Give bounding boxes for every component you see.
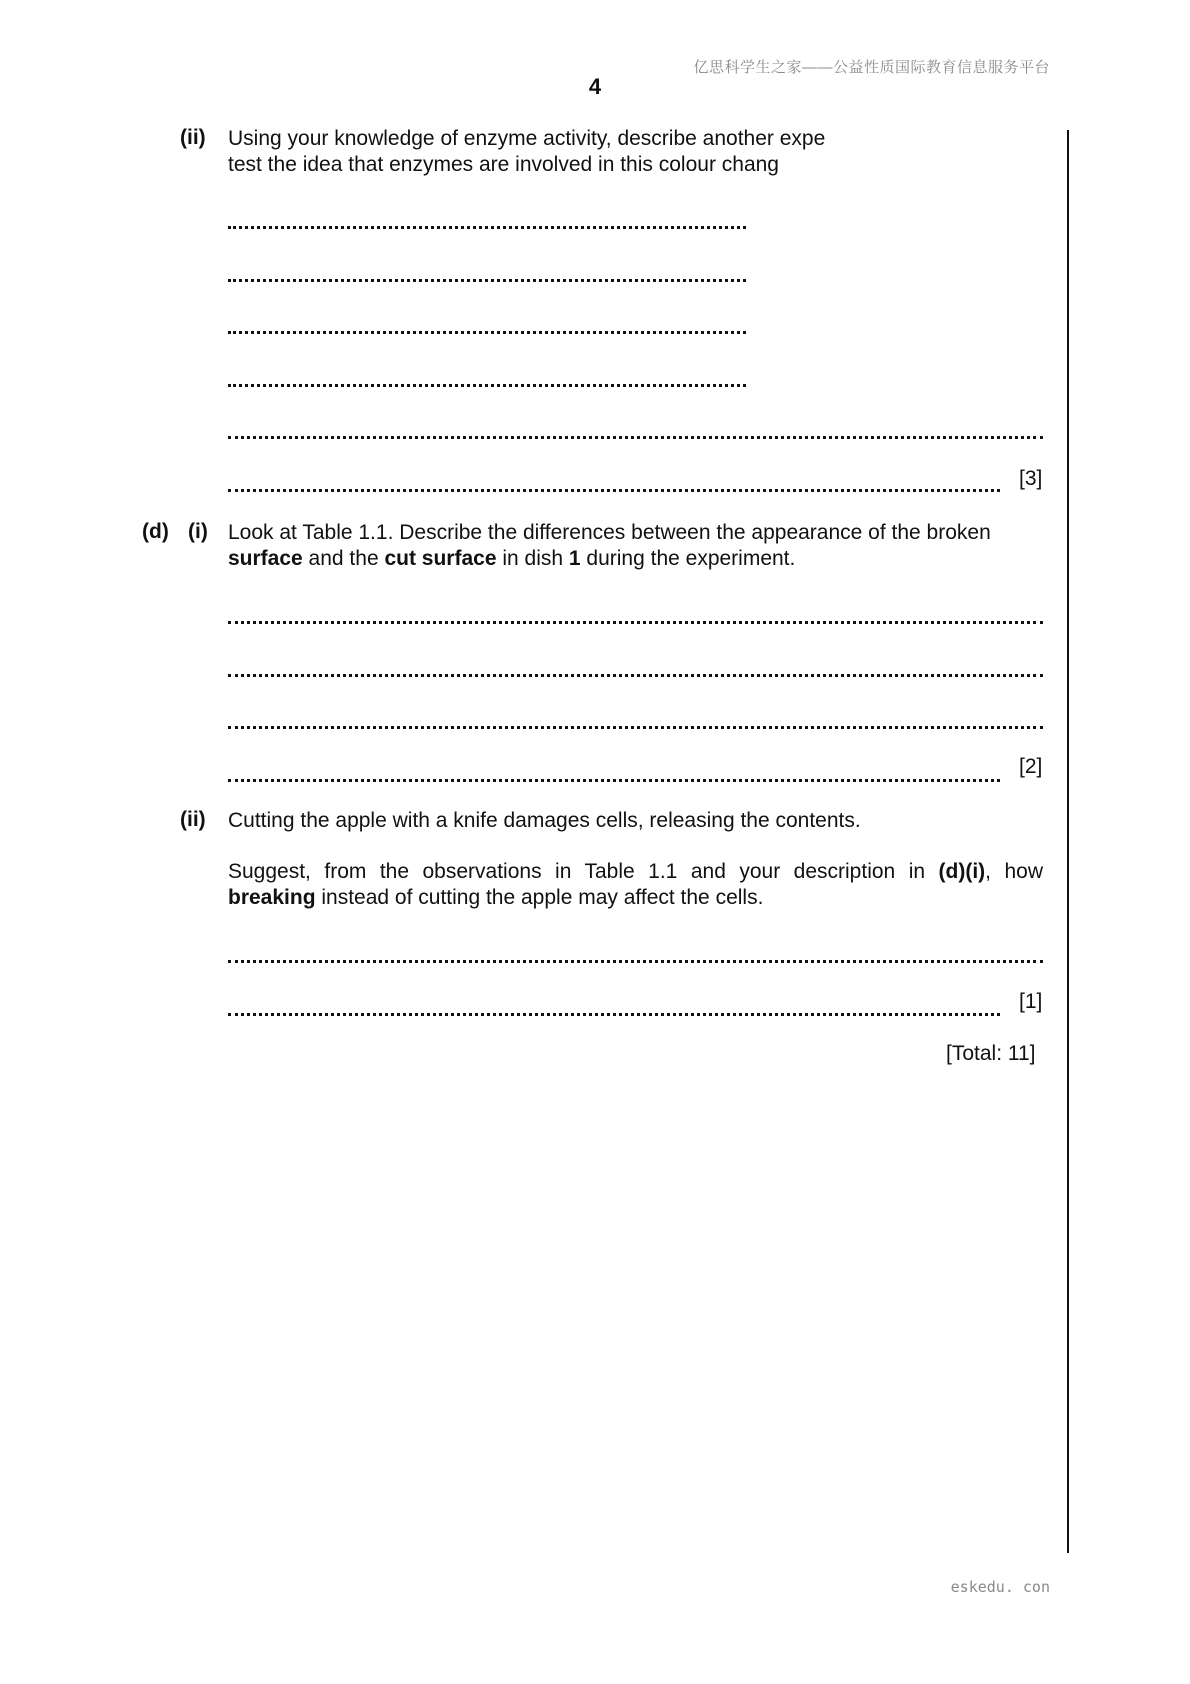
text-run: instead of cutting the apple may affect the cells. bbox=[315, 886, 764, 909]
question-label-d: (d) bbox=[142, 520, 169, 543]
question-label-ii: (ii) bbox=[180, 808, 206, 831]
bold-term: 1 bbox=[568, 547, 581, 570]
question-line: Look at Table 1.1. Describe the differences between the appearance of the broken bbox=[228, 521, 991, 544]
text-run: in dish bbox=[496, 547, 569, 570]
question-line: test the idea that enzymes are involved in this colour chang bbox=[228, 153, 779, 176]
marks-3: [3] bbox=[1019, 467, 1043, 490]
question-label-i: (i) bbox=[188, 520, 208, 543]
question-line bbox=[228, 859, 1043, 885]
marks-1: [1] bbox=[1019, 990, 1043, 1013]
header-watermark: 亿思科学生之家——公益性质国际教育信息服务平台 bbox=[693, 59, 1050, 76]
answer-line[interactable] bbox=[228, 331, 746, 334]
total-marks: [Total: 11] bbox=[946, 1042, 1036, 1065]
question-line bbox=[228, 885, 763, 911]
answer-line[interactable] bbox=[228, 726, 1043, 729]
bold-term: (d)(i) bbox=[938, 860, 986, 883]
question-label-ii: (ii) bbox=[180, 126, 206, 149]
answer-line[interactable] bbox=[228, 436, 1043, 439]
bold-term: cut surface bbox=[384, 547, 497, 570]
bold-term: surface bbox=[228, 547, 303, 570]
question-line: Using your knowledge of enzyme activity, describe another expe bbox=[228, 127, 826, 150]
answer-line[interactable] bbox=[228, 226, 746, 229]
page-number: 4 bbox=[588, 74, 602, 99]
footer-watermark: eskedu. con bbox=[950, 1578, 1050, 1596]
answer-line[interactable] bbox=[228, 621, 1043, 624]
answer-line[interactable] bbox=[228, 384, 746, 387]
answer-line[interactable] bbox=[228, 960, 1043, 963]
answer-line[interactable] bbox=[228, 489, 1000, 492]
marks-2: [2] bbox=[1019, 755, 1043, 778]
margin-rule bbox=[1067, 130, 1069, 1553]
bold-term: breaking bbox=[228, 886, 316, 909]
answer-line[interactable] bbox=[228, 779, 1000, 782]
answer-line[interactable] bbox=[228, 279, 746, 282]
text-run: , how bbox=[985, 860, 1043, 883]
question-line bbox=[228, 546, 991, 572]
answer-line[interactable] bbox=[228, 674, 1043, 677]
question-text bbox=[228, 126, 825, 178]
answer-line[interactable] bbox=[228, 1013, 1000, 1016]
question-text bbox=[228, 520, 991, 572]
text-run: during the experiment. bbox=[580, 547, 796, 570]
text-run: Suggest, from the observations in Table 1.1 and your description in bbox=[228, 860, 939, 883]
text-run: and the bbox=[302, 547, 385, 570]
question-line: Cutting the apple with a knife damages cells, releasing the contents. bbox=[228, 809, 861, 832]
